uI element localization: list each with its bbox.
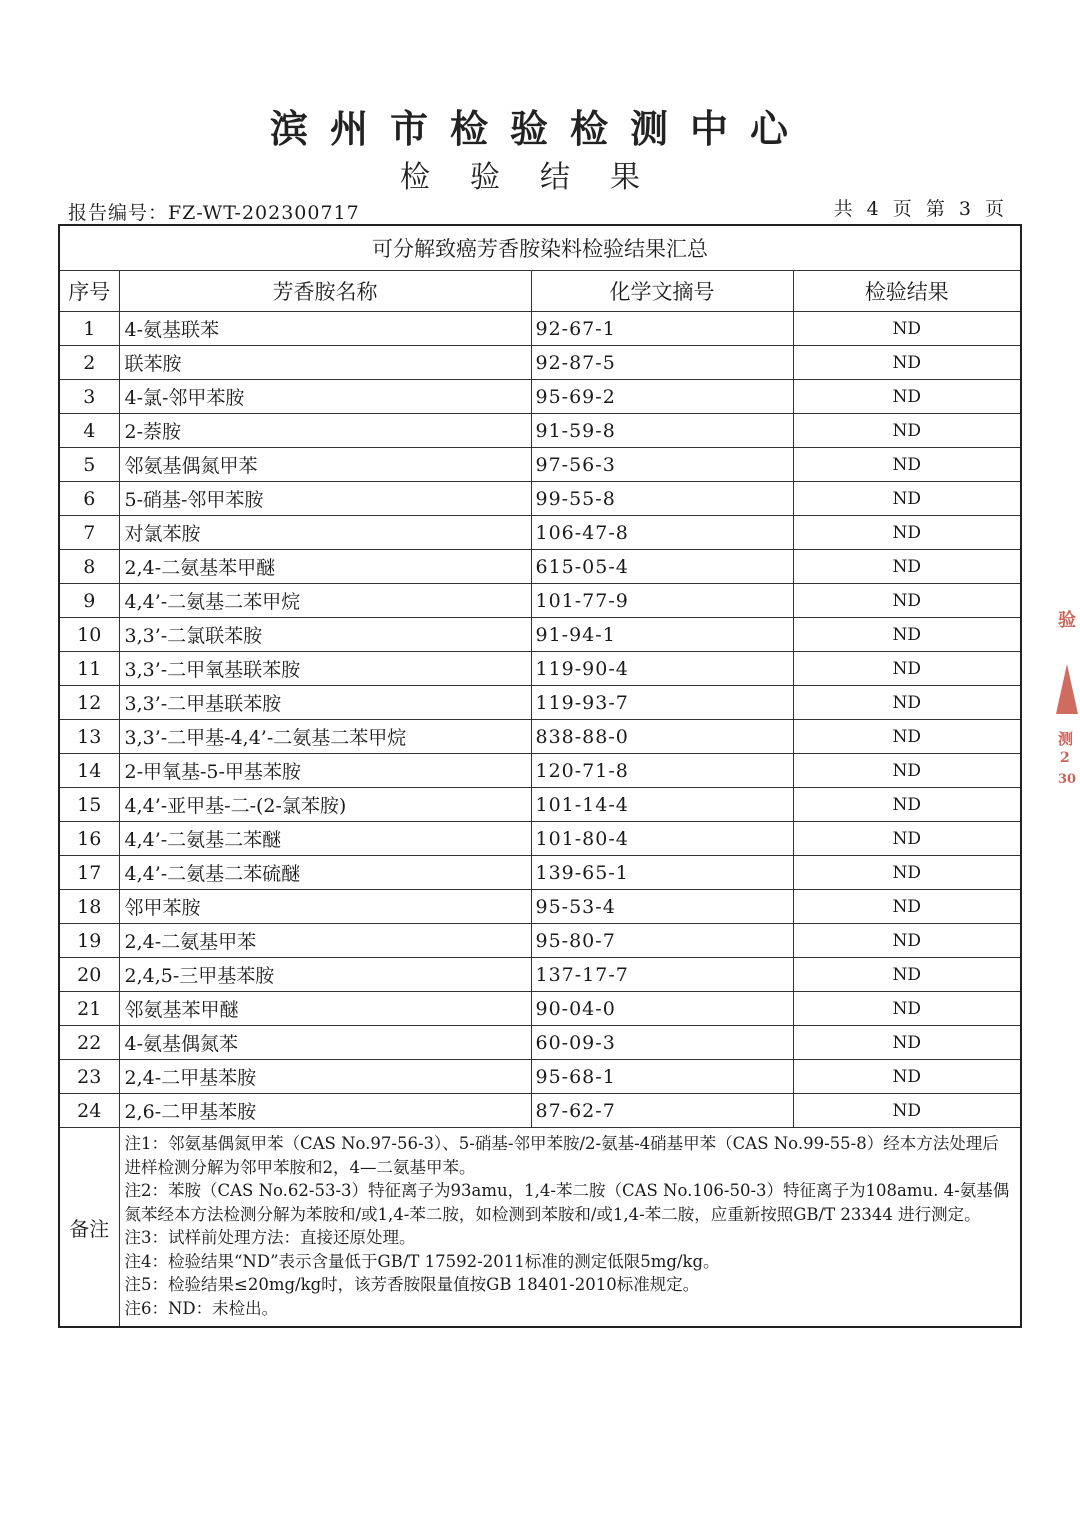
table-row bbox=[59, 992, 1021, 1026]
row-result: ND bbox=[793, 482, 1021, 516]
row-cas-number: 139-65-1 bbox=[531, 856, 793, 890]
row-amine-name: 4-氯-邻甲苯胺 bbox=[119, 380, 531, 414]
table-row bbox=[59, 312, 1021, 346]
row-cas-number: 101-77-9 bbox=[531, 584, 793, 618]
table-row bbox=[59, 652, 1021, 686]
row-cas-number: 99-55-8 bbox=[531, 482, 793, 516]
row-result: ND bbox=[793, 652, 1021, 686]
row-cas-number: 838-88-0 bbox=[531, 720, 793, 754]
row-amine-name: 4-氨基偶氮苯 bbox=[119, 1026, 531, 1060]
row-amine-name: 2,4,5-三甲基苯胺 bbox=[119, 958, 531, 992]
notes-label: 备注 bbox=[59, 1128, 119, 1328]
column-header-name: 芳香胺名称 bbox=[119, 271, 531, 312]
table-row bbox=[59, 856, 1021, 890]
row-amine-name: 邻氨基苯甲醚 bbox=[119, 992, 531, 1026]
row-cas-number: 119-93-7 bbox=[531, 686, 793, 720]
row-seq: 11 bbox=[59, 652, 119, 686]
table-row bbox=[59, 720, 1021, 754]
row-cas-number: 95-80-7 bbox=[531, 924, 793, 958]
row-cas-number: 95-69-2 bbox=[531, 380, 793, 414]
table-row bbox=[59, 1094, 1021, 1128]
table-row bbox=[59, 516, 1021, 550]
row-cas-number: 91-94-1 bbox=[531, 618, 793, 652]
row-seq: 12 bbox=[59, 686, 119, 720]
row-amine-name: 4,4’-二氨基二苯甲烷 bbox=[119, 584, 531, 618]
table-header-row bbox=[59, 271, 1021, 312]
row-amine-name: 3,3’-二甲氧基联苯胺 bbox=[119, 652, 531, 686]
row-result: ND bbox=[793, 686, 1021, 720]
table-caption-row bbox=[59, 225, 1021, 271]
table-row bbox=[59, 924, 1021, 958]
note-1: 注1：邻氨基偶氮甲苯（CAS No.97-56-3）、5-硝基-邻甲苯胺/2-氨基-4硝基甲苯（CAS No.99-55-8）经本方法处理后进样检测分解为邻甲苯胺和2，4—二氨基甲苯。 bbox=[124, 1134, 999, 1177]
row-amine-name: 邻氨基偶氮甲苯 bbox=[119, 448, 531, 482]
row-amine-name: 3,3’-二甲基-4,4’-二氨基二苯甲烷 bbox=[119, 720, 531, 754]
row-amine-name: 4,4’-二氨基二苯硫醚 bbox=[119, 856, 531, 890]
table-row bbox=[59, 890, 1021, 924]
table-caption: 可分解致癌芳香胺染料检验结果汇总 bbox=[59, 225, 1021, 271]
row-seq: 15 bbox=[59, 788, 119, 822]
table-row bbox=[59, 346, 1021, 380]
row-seq: 16 bbox=[59, 822, 119, 856]
row-result: ND bbox=[793, 550, 1021, 584]
row-seq: 20 bbox=[59, 958, 119, 992]
row-seq: 7 bbox=[59, 516, 119, 550]
table-row bbox=[59, 686, 1021, 720]
row-cas-number: 60-09-3 bbox=[531, 1026, 793, 1060]
note-2: 注2：苯胺（CAS No.62-53-3）特征离子为93amu，1,4-苯二胺（CAS No.106-50-3）特征离子为108amu. 4-氨基偶氮苯经本方法检测分解为苯胺和/或1,4-苯二胺，如检测到苯胺和/或1,4-苯二胺，应重新按照GB/T 23344 进行测定。 bbox=[124, 1181, 1010, 1224]
row-amine-name: 邻甲苯胺 bbox=[119, 890, 531, 924]
row-seq: 23 bbox=[59, 1060, 119, 1094]
row-amine-name: 联苯胺 bbox=[119, 346, 531, 380]
row-seq: 2 bbox=[59, 346, 119, 380]
row-cas-number: 119-90-4 bbox=[531, 652, 793, 686]
row-amine-name: 4,4’-亚甲基-二-(2-氯苯胺) bbox=[119, 788, 531, 822]
seal-glyph: 30 bbox=[1058, 772, 1077, 787]
column-header-cas: 化学文摘号 bbox=[531, 271, 793, 312]
column-header-result: 检验结果 bbox=[793, 271, 1021, 312]
row-cas-number: 101-80-4 bbox=[531, 822, 793, 856]
table-row bbox=[59, 550, 1021, 584]
table-row bbox=[59, 618, 1021, 652]
table-row bbox=[59, 448, 1021, 482]
table-row bbox=[59, 414, 1021, 448]
row-amine-name: 2,4-二甲基苯胺 bbox=[119, 1060, 531, 1094]
row-seq: 8 bbox=[59, 550, 119, 584]
row-cas-number: 97-56-3 bbox=[531, 448, 793, 482]
row-amine-name: 2,6-二甲基苯胺 bbox=[119, 1094, 531, 1128]
table-row bbox=[59, 380, 1021, 414]
row-result: ND bbox=[793, 584, 1021, 618]
row-result: ND bbox=[793, 856, 1021, 890]
table-row bbox=[59, 1026, 1021, 1060]
row-seq: 9 bbox=[59, 584, 119, 618]
row-cas-number: 95-53-4 bbox=[531, 890, 793, 924]
table-row bbox=[59, 822, 1021, 856]
row-cas-number: 90-04-0 bbox=[531, 992, 793, 1026]
row-seq: 1 bbox=[59, 312, 119, 346]
row-seq: 22 bbox=[59, 1026, 119, 1060]
row-seq: 18 bbox=[59, 890, 119, 924]
row-seq: 24 bbox=[59, 1094, 119, 1128]
row-result: ND bbox=[793, 448, 1021, 482]
notes-row bbox=[59, 1128, 1021, 1328]
seal-triangle-icon bbox=[1054, 660, 1080, 720]
row-seq: 10 bbox=[59, 618, 119, 652]
row-seq: 3 bbox=[59, 380, 119, 414]
row-amine-name: 2-萘胺 bbox=[119, 414, 531, 448]
row-cas-number: 92-87-5 bbox=[531, 346, 793, 380]
row-seq: 4 bbox=[59, 414, 119, 448]
results-table bbox=[58, 224, 1022, 1328]
row-amine-name: 对氯苯胺 bbox=[119, 516, 531, 550]
row-result: ND bbox=[793, 958, 1021, 992]
row-seq: 21 bbox=[59, 992, 119, 1026]
seal-glyph: 验 bbox=[1058, 610, 1076, 631]
row-cas-number: 87-62-7 bbox=[531, 1094, 793, 1128]
row-seq: 6 bbox=[59, 482, 119, 516]
report-number: 报告编号：FZ-WT-202300717 bbox=[68, 202, 360, 224]
row-result: ND bbox=[793, 1026, 1021, 1060]
note-3: 注3：试样前处理方法：直接还原处理。 bbox=[124, 1228, 416, 1247]
row-seq: 5 bbox=[59, 448, 119, 482]
row-seq: 14 bbox=[59, 754, 119, 788]
note-4: 注4：检验结果“ND”表示含量低于GB/T 17592-2011标准的测定低限5mg/kg。 bbox=[124, 1251, 720, 1271]
row-result: ND bbox=[793, 516, 1021, 550]
row-result: ND bbox=[793, 720, 1021, 754]
column-header-seq: 序号 bbox=[59, 271, 119, 312]
row-result: ND bbox=[793, 924, 1021, 958]
note-5: 注5：检验结果≤20mg/kg时，该芳香胺限量值按GB 18401-2010标准规定。 bbox=[124, 1275, 700, 1294]
document-subtitle: 检验结果 bbox=[400, 160, 680, 195]
row-amine-name: 3,3’-二甲基联苯胺 bbox=[119, 686, 531, 720]
row-cas-number: 120-71-8 bbox=[531, 754, 793, 788]
row-amine-name: 2-甲氧基-5-甲基苯胺 bbox=[119, 754, 531, 788]
row-result: ND bbox=[793, 788, 1021, 822]
row-result: ND bbox=[793, 346, 1021, 380]
row-result: ND bbox=[793, 380, 1021, 414]
row-seq: 13 bbox=[59, 720, 119, 754]
row-result: ND bbox=[793, 618, 1021, 652]
organization-title: 滨州市检验检测中心 bbox=[269, 106, 810, 151]
notes-content bbox=[119, 1128, 1021, 1328]
table-row bbox=[59, 482, 1021, 516]
table-row bbox=[59, 958, 1021, 992]
seal-glyph: 测 bbox=[1058, 730, 1074, 748]
row-amine-name: 3,3’-二氯联苯胺 bbox=[119, 618, 531, 652]
row-amine-name: 4,4’-二氨基二苯醚 bbox=[119, 822, 531, 856]
row-amine-name: 4-氨基联苯 bbox=[119, 312, 531, 346]
row-cas-number: 92-67-1 bbox=[531, 312, 793, 346]
row-result: ND bbox=[793, 414, 1021, 448]
official-seal-fragment bbox=[1052, 600, 1080, 810]
row-result: ND bbox=[793, 992, 1021, 1026]
row-amine-name: 2,4-二氨基甲苯 bbox=[119, 924, 531, 958]
row-cas-number: 615-05-4 bbox=[531, 550, 793, 584]
row-result: ND bbox=[793, 1094, 1021, 1128]
row-result: ND bbox=[793, 754, 1021, 788]
row-seq: 19 bbox=[59, 924, 119, 958]
table-row bbox=[59, 788, 1021, 822]
row-cas-number: 95-68-1 bbox=[531, 1060, 793, 1094]
row-cas-number: 101-14-4 bbox=[531, 788, 793, 822]
row-amine-name: 2,4-二氨基苯甲醚 bbox=[119, 550, 531, 584]
note-6: 注6：ND：未检出。 bbox=[124, 1298, 279, 1318]
table-row bbox=[59, 754, 1021, 788]
page-info: 共 4 页 第 3 页 bbox=[833, 198, 1008, 220]
row-amine-name: 5-硝基-邻甲苯胺 bbox=[119, 482, 531, 516]
row-result: ND bbox=[793, 890, 1021, 924]
row-cas-number: 106-47-8 bbox=[531, 516, 793, 550]
seal-glyph: 2 bbox=[1060, 750, 1070, 766]
table-row bbox=[59, 584, 1021, 618]
row-cas-number: 91-59-8 bbox=[531, 414, 793, 448]
table-row bbox=[59, 1060, 1021, 1094]
row-result: ND bbox=[793, 822, 1021, 856]
row-result: ND bbox=[793, 312, 1021, 346]
row-seq: 17 bbox=[59, 856, 119, 890]
row-cas-number: 137-17-7 bbox=[531, 958, 793, 992]
row-result: ND bbox=[793, 1060, 1021, 1094]
